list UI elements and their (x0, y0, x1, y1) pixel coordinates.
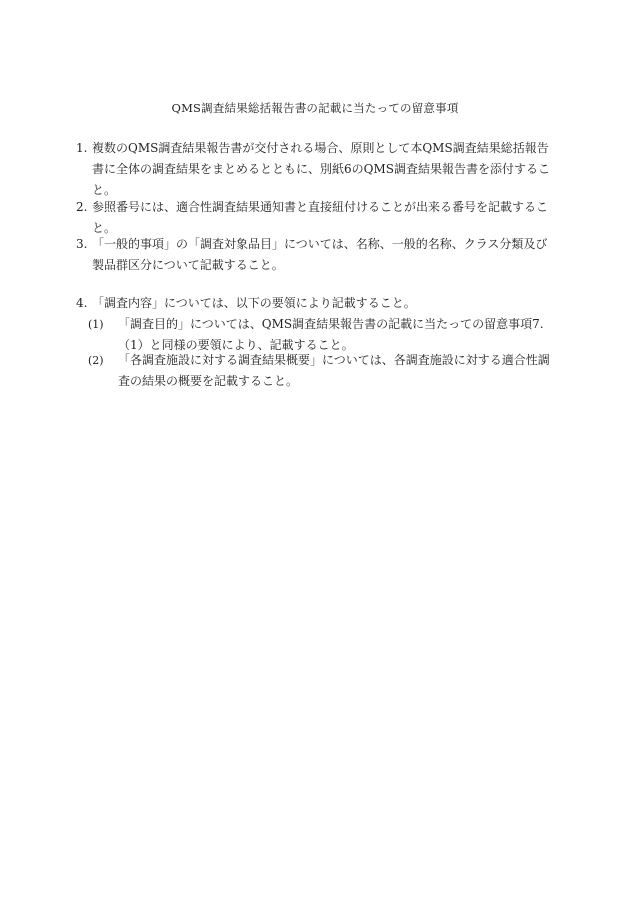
document-title: QMS調査結果総括報告書の記載に当たっての留意事項 (171, 101, 459, 115)
item-text: 複数のQMS調査結果報告書が交付される場合、原則として本QMS調査結果総括報告書に全体の調査結果をまとめるとともに、別紙6のQMS調査結果報告書を添付すること。 (92, 141, 550, 197)
sub-list-item (88, 350, 558, 392)
subitem-number: (2) (88, 354, 104, 367)
subitem-text: 「調査目的」については、QMS調査結果報告書の記載に当たっての留意事項7.（1）と同様の要領により、記載すること。 (118, 317, 544, 352)
list-item (76, 138, 558, 201)
list-item (76, 234, 558, 276)
subitem-number: (1) (88, 318, 104, 331)
list-item (76, 293, 558, 314)
item-number: 1. (76, 141, 88, 155)
item-number: 3. (76, 237, 88, 251)
list-item (76, 197, 558, 239)
item-text: 「調査内容」については、以下の要領により記載すること。 (92, 296, 416, 310)
subitem-text: 「各調査施設に対する調査結果概要」については、各調査施設に対する適合性調査の結果の概要を記載すること。 (118, 353, 550, 388)
item-number: 2. (76, 200, 88, 214)
item-number: 4. (76, 296, 88, 310)
item-text: 参照番号には、適合性調査結果通知書と直接紐付けることが出来る番号を記載すること。 (92, 200, 549, 235)
item-text: 「一般的事項」の「調査対象品目」については、名称、一般的名称、クラス分類及び製品群区分について記載すること。 (92, 237, 548, 272)
